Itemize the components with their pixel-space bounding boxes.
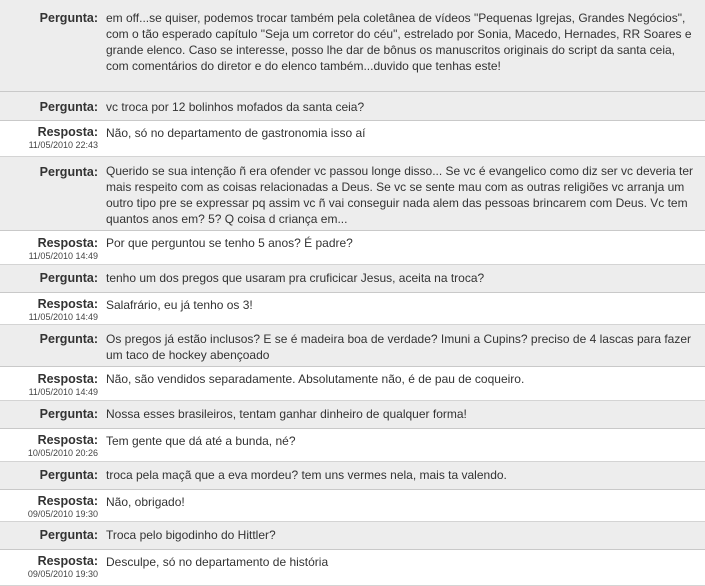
answer-label: Resposta: bbox=[37, 433, 98, 447]
question-text: vc troca por 12 bolinhos mofados da santa ceia? bbox=[106, 100, 365, 114]
question-row bbox=[0, 92, 705, 121]
answer-row bbox=[0, 293, 705, 325]
row-label-cell bbox=[0, 231, 106, 264]
row-label-cell bbox=[0, 325, 106, 366]
question-text: em off...se quiser, podemos trocar também pela coletânea de vídeos "Pequenas Igrejas, Grandes Negócios", com o tão esperado capítulo "Seja um corretor do céu", estrelado por Sonia, Macedo, Hernades, RR Soares e grande elenco. Caso se interesse, posso lhe dar de bônus os manuscritos originais do script da santa ceia, com comentários do diretor e do elenco também...duvido que tenhas este! bbox=[106, 11, 692, 73]
question-row bbox=[0, 265, 705, 293]
question-label: Pergunta: bbox=[39, 165, 98, 179]
row-label-cell bbox=[0, 367, 106, 400]
question-row bbox=[0, 522, 705, 550]
answer-label: Resposta: bbox=[37, 372, 98, 386]
question-label: Pergunta: bbox=[39, 407, 98, 421]
answer-text: Não, são vendidos separadamente. Absolutamente não, é de pau de coqueiro. bbox=[106, 372, 525, 386]
row-label-cell bbox=[0, 462, 106, 489]
answer-date: 10/05/2010 20:26 bbox=[27, 448, 98, 458]
answer-label: Resposta: bbox=[37, 494, 98, 508]
question-text: Nossa esses brasileiros, tentam ganhar dinheiro de qualquer forma! bbox=[106, 407, 467, 421]
answer-date: 11/05/2010 14:49 bbox=[28, 312, 98, 322]
question-label: Pergunta: bbox=[39, 332, 98, 346]
answer-row bbox=[0, 367, 705, 401]
answer-label: Resposta: bbox=[37, 125, 98, 139]
row-label-cell bbox=[0, 550, 106, 585]
question-label: Pergunta: bbox=[39, 271, 98, 285]
answer-text: Tem gente que dá até a bunda, né? bbox=[106, 434, 296, 448]
answer-row bbox=[0, 429, 705, 462]
question-label: Pergunta: bbox=[39, 100, 98, 114]
question-label: Pergunta: bbox=[39, 468, 98, 482]
row-label-cell bbox=[0, 401, 106, 428]
question-text: Troca pelo bigodinho do Hittler? bbox=[106, 528, 276, 542]
answer-row bbox=[0, 550, 705, 586]
row-label-cell bbox=[0, 429, 106, 461]
answer-date: 11/05/2010 14:49 bbox=[28, 251, 98, 261]
question-text: Querido se sua intenção ñ era ofender vc passou longe disso... Se vc é evangelico como diz ser vc deveria ter mais respeito com as coisas relacionadas a Deus. Se vc se sente mau com as outras religiões vc arranja um outro tipo pre se expressar pq assim vc ñ vai conseguir nada alem das pessoas brincarem com Deus. Vc tem quantos anos em? 5? Q coisa d criança em... bbox=[106, 164, 693, 226]
answer-date: 09/05/2010 19:30 bbox=[27, 509, 98, 519]
question-label: Pergunta: bbox=[39, 528, 98, 542]
answer-text: Não, obrigado! bbox=[106, 495, 185, 509]
row-label-cell bbox=[0, 0, 106, 91]
row-label-cell bbox=[0, 265, 106, 292]
answer-text: Por que perguntou se tenho 5 anos? É padre? bbox=[106, 236, 353, 250]
answer-date: 11/05/2010 14:49 bbox=[28, 387, 98, 397]
question-row bbox=[0, 325, 705, 367]
row-label-cell bbox=[0, 92, 106, 120]
row-label-cell bbox=[0, 522, 106, 549]
answer-label: Resposta: bbox=[37, 236, 98, 250]
question-row bbox=[0, 0, 705, 92]
question-row bbox=[0, 401, 705, 429]
question-text: tenho um dos pregos que usaram pra cruficicar Jesus, aceita na troca? bbox=[106, 271, 485, 285]
question-label: Pergunta: bbox=[39, 11, 98, 25]
answer-row bbox=[0, 231, 705, 265]
row-label-cell bbox=[0, 293, 106, 324]
answer-text: Desculpe, só no departamento de história bbox=[106, 555, 329, 569]
answer-text: Salafrário, eu já tenho os 3! bbox=[106, 298, 253, 312]
row-label-cell bbox=[0, 121, 106, 156]
answer-date: 11/05/2010 22:43 bbox=[28, 140, 98, 150]
answer-date: 09/05/2010 19:30 bbox=[27, 569, 98, 579]
answer-row bbox=[0, 490, 705, 522]
row-label-cell bbox=[0, 490, 106, 521]
answer-label: Resposta: bbox=[37, 554, 98, 568]
question-row bbox=[0, 462, 705, 490]
row-label-cell bbox=[0, 157, 106, 230]
question-text: Os pregos já estão inclusos? E se é madeira boa de verdade? Imuni a Cupins? preciso de 4 lascas para fazer um taco de hockey abençoado bbox=[106, 332, 691, 362]
answer-label: Resposta: bbox=[37, 297, 98, 311]
question-text: troca pela maçã que a eva mordeu? tem uns vermes nela, mais ta valendo. bbox=[106, 468, 507, 482]
question-row bbox=[0, 157, 705, 231]
answer-text: Não, só no departamento de gastronomia isso aí bbox=[106, 126, 366, 140]
answer-row bbox=[0, 121, 705, 157]
